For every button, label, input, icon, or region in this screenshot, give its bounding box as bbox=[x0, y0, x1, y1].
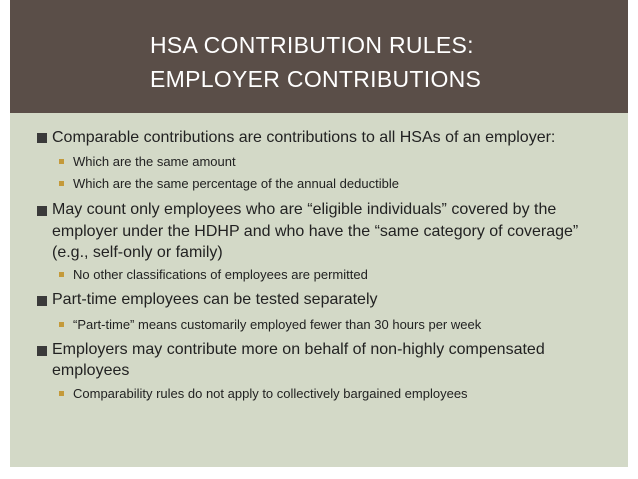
bullet-text: (e.g., self-only or family) bbox=[52, 244, 223, 261]
bullet-text: employer under the HDHP and who have the “same category of coverage” bbox=[52, 223, 579, 240]
sub-bullet-text: Comparability rules do not apply to collectively bargained employees bbox=[73, 386, 468, 401]
bullet-text: Part-time employees can be tested separately bbox=[52, 291, 378, 308]
sub-bullet-text: “Part-time” means customarily employed fewer than 30 hours per week bbox=[73, 317, 482, 332]
sub-bullet-text: No other classifications of employees are permitted bbox=[73, 267, 368, 282]
sub-bullet-text: Which are the same amount bbox=[73, 154, 236, 169]
bullet-square-icon bbox=[37, 133, 47, 143]
slide-title-line-1: HSA CONTRIBUTION RULES: bbox=[150, 32, 474, 58]
slide-title-line-2: EMPLOYER CONTRIBUTIONS bbox=[150, 66, 482, 92]
bullet-square-icon bbox=[37, 206, 47, 216]
sub-bullet-icon bbox=[59, 391, 64, 396]
bullet-text: May count only employees who are “eligible individuals” covered by the bbox=[52, 201, 557, 218]
bullet-text: employees bbox=[52, 362, 130, 379]
sub-bullet-text: Which are the same percentage of the annual deductible bbox=[73, 176, 399, 191]
sub-bullet-icon bbox=[59, 159, 64, 164]
sub-bullet-icon bbox=[59, 181, 64, 186]
bullet-text: Comparable contributions are contributions to all HSAs of an employer: bbox=[52, 129, 556, 146]
bullet-square-icon bbox=[37, 346, 47, 356]
sub-bullet-icon bbox=[59, 272, 64, 277]
sub-bullet-icon bbox=[59, 322, 64, 327]
bullet-text: Employers may contribute more on behalf of non-highly compensated bbox=[52, 341, 545, 358]
bullet-square-icon bbox=[37, 296, 47, 306]
